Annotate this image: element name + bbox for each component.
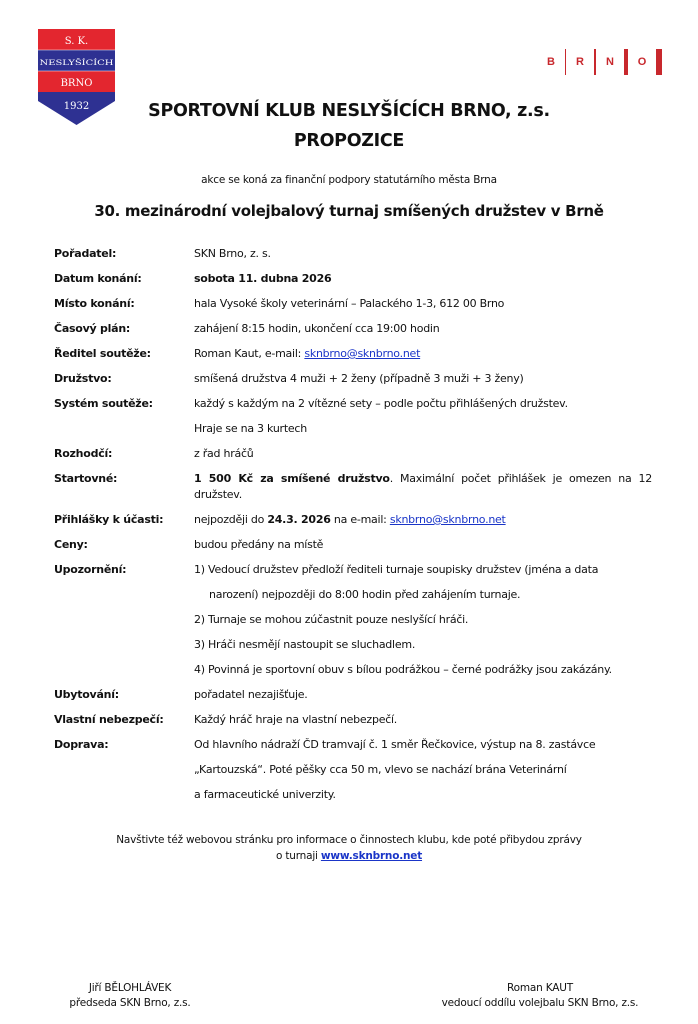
signature-role: vedoucí oddílu volejbalu SKN Brno, z.s. xyxy=(441,997,639,1009)
signature-volleyball-head xyxy=(420,981,660,1011)
brno-letter: O xyxy=(637,56,647,68)
brno-letter: R xyxy=(576,56,584,68)
system-line-1: každý s každým na 2 vítězné sety – podle počtu přihlášených družstev. xyxy=(194,397,568,410)
notice-item: narození) nejpozději do 8:00 hodin před zahájením turnaje. xyxy=(209,588,521,601)
value: hala Vysoké školy veterinární – Palackého 1-3, 612 00 Brno xyxy=(194,297,505,310)
transport-line: „Kartouzská“. Poté pěšky cca 50 m, vlevo se nachází brána Veterinární xyxy=(194,763,567,776)
registration-deadline: 24.3. 2026 xyxy=(267,513,331,526)
footer-note xyxy=(0,832,698,864)
brno-bar xyxy=(656,49,662,75)
support-note: akce se koná za finanční podpory statutárního města Brna xyxy=(201,174,497,186)
row-registration xyxy=(54,512,654,528)
document-type: PROPOZICE xyxy=(293,131,405,151)
notice-item: 3) Hráči nesmějí nastoupit se sluchadlem. xyxy=(194,638,416,651)
label: Místo konání: xyxy=(54,297,135,310)
registration-mid: na e-mail: xyxy=(330,513,390,526)
value xyxy=(194,562,654,678)
brno-letter: N xyxy=(606,56,614,68)
label: Ceny: xyxy=(54,538,88,551)
value xyxy=(194,346,654,362)
label: Datum konání: xyxy=(54,272,142,285)
event-title: 30. mezinárodní volejbalový turnaj smíšených družstev v Brně xyxy=(94,202,604,220)
row-team xyxy=(54,371,654,387)
org-name: SPORTOVNÍ KLUB NESLYŠÍCÍCH BRNO, z.s. xyxy=(148,101,550,121)
value xyxy=(194,471,654,503)
logo-line-1: S. K. xyxy=(64,36,89,47)
system-line-2: Hraje se na 3 kurtech xyxy=(194,422,307,435)
value: SKN Brno, z. s. xyxy=(194,247,271,260)
brno-bar xyxy=(594,49,596,75)
brno-bar xyxy=(565,49,566,75)
label: Ředitel soutěže: xyxy=(54,347,151,360)
label: Upozornění: xyxy=(54,563,127,576)
row-system xyxy=(54,396,654,437)
footer-line-2 xyxy=(0,848,698,864)
label: Systém soutěže: xyxy=(54,397,153,410)
director-text: Roman Kaut, e-mail: xyxy=(194,347,305,360)
row-director xyxy=(54,346,654,362)
brno-city-logo xyxy=(546,49,662,75)
value xyxy=(194,737,654,803)
fee-amount: 1 500 Kč za smíšené družstvo xyxy=(194,472,390,485)
label: Startovné: xyxy=(54,472,118,485)
label: Doprava: xyxy=(54,738,109,751)
registration-email-link[interactable]: sknbrno@sknbrno.net xyxy=(389,513,506,526)
row-accommodation xyxy=(54,687,654,703)
value xyxy=(194,396,654,437)
value: smíšená družstva 4 muži + 2 ženy (případně 3 muži + 3 ženy) xyxy=(194,372,524,385)
logo-year: 1932 xyxy=(63,101,90,112)
brno-letter: B xyxy=(547,56,555,68)
label: Pořadatel: xyxy=(54,247,117,260)
label: Vlastní nebezpečí: xyxy=(54,713,164,726)
row-transport xyxy=(54,737,654,803)
signature-chairman xyxy=(40,981,220,1011)
row-prizes xyxy=(54,537,654,553)
row-notice xyxy=(54,562,654,678)
footer-line-1: Navštivte též webovou stránku pro informace o činnostech klubu, kde poté přibydou zprávy xyxy=(116,834,582,846)
value: pořadatel nezajišťuje. xyxy=(194,688,308,701)
value: zahájení 8:15 hodin, ukončení cca 19:00 hodin xyxy=(194,322,440,335)
notice-item: 1) Vedoucí družstev předloží řediteli turnaje soupisky družstev (jména a data xyxy=(194,563,599,576)
website-link[interactable]: www.sknbrno.net xyxy=(320,850,423,862)
logo-line-3: BRNO xyxy=(60,78,93,89)
row-organizer xyxy=(54,246,654,262)
footer-line-2-pre: o turnaji xyxy=(275,850,321,862)
logo-line-2: NESLYŠÍCÍCH xyxy=(39,58,115,67)
transport-line: Od hlavního nádraží ČD tramvají č. 1 směr Řečkovice, výstup na 8. zastávce xyxy=(194,738,596,751)
label: Rozhodčí: xyxy=(54,447,113,460)
transport-line: a farmaceutické univerzity. xyxy=(194,788,336,801)
value: budou předány na místě xyxy=(194,538,324,551)
label: Družstvo: xyxy=(54,372,112,385)
row-referee xyxy=(54,446,654,462)
row-fee xyxy=(54,471,654,503)
director-email-link[interactable]: sknbrno@sknbrno.net xyxy=(304,347,421,360)
row-venue xyxy=(54,296,654,312)
value: z řad hráčů xyxy=(194,447,254,460)
row-risk xyxy=(54,712,654,728)
value: Každý hráč hraje na vlastní nebezpečí. xyxy=(194,713,398,726)
row-schedule xyxy=(54,321,654,337)
signature-name: Roman KAUT xyxy=(507,982,573,994)
value xyxy=(194,512,654,528)
fee-rest: . Maximální počet přihlášek je omezen na 12 družstev. xyxy=(194,472,653,501)
details-table xyxy=(54,246,654,812)
notice-item: 2) Turnaje se mohou zúčastnit pouze neslyšící hráči. xyxy=(194,613,469,626)
brno-bar xyxy=(624,49,628,75)
registration-pre: nejpozději do xyxy=(194,513,268,526)
label: Ubytování: xyxy=(54,688,119,701)
signature-name: Jiří BĚLOHLÁVEK xyxy=(88,982,172,994)
row-date xyxy=(54,271,654,287)
label: Časový plán: xyxy=(54,322,131,335)
value: sobota 11. dubna 2026 xyxy=(194,272,332,285)
notice-item: 4) Povinná je sportovní obuv s bílou podrážkou – černé podrážky jsou zakázány. xyxy=(194,663,612,676)
signature-role: předseda SKN Brno, z.s. xyxy=(69,997,191,1009)
label: Přihlášky k účasti: xyxy=(54,513,164,526)
